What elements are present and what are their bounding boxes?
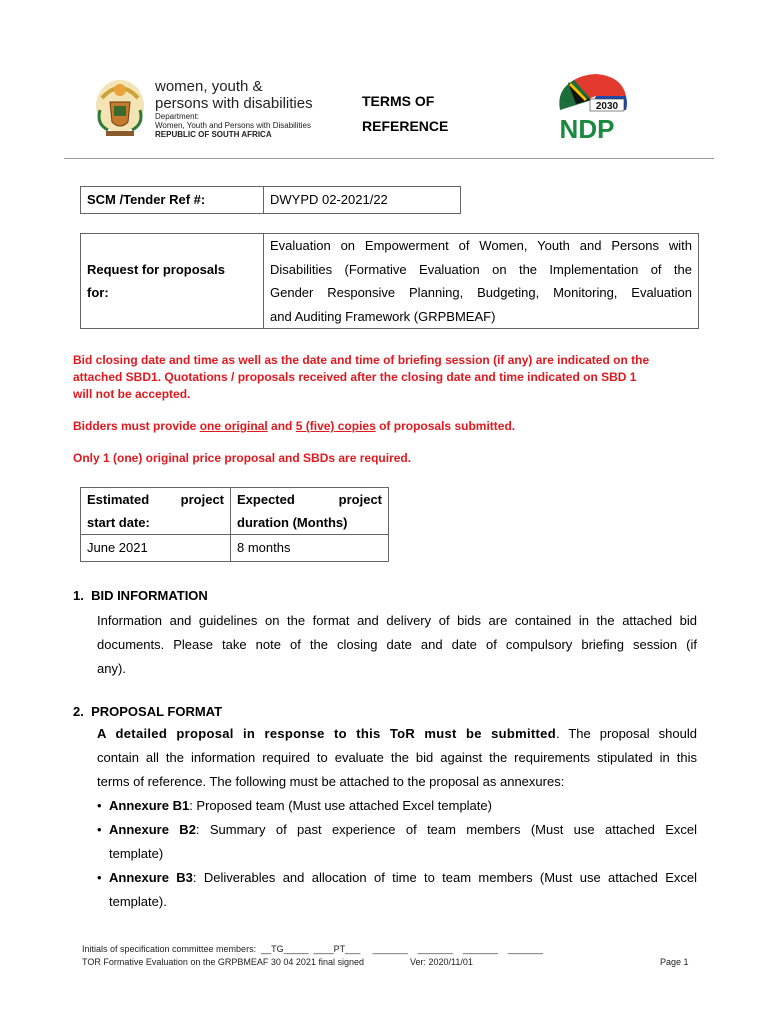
rfp-line1: Evaluation on Empowerment of Women, Youth and Persons with [270, 238, 692, 253]
list-item [97, 866, 697, 914]
section1-line2: documents. Please take note of the closing date and date of compulsory briefing session (if [97, 637, 697, 652]
footer-initial-pt: ____PT___ [313, 944, 361, 954]
footer-version: Ver: 2020/11/01 [410, 957, 473, 967]
annexure-b2-text: : Summary of past experience of team members (Must use attached Excel [195, 822, 697, 837]
tender-ref-value: DWYPD 02-2021/22 [264, 187, 461, 214]
rfp-table [80, 233, 699, 329]
bullet-icon: • [97, 822, 102, 837]
section2-heading: 2. PROPOSAL FORMAT [73, 704, 223, 719]
ndp-text: NDP [559, 114, 615, 144]
section1-body [97, 609, 697, 681]
duration-value: 8 months [231, 535, 389, 562]
annexure-b3-text: : Deliverables and allocation of time to team members (Must use attached Excel [192, 870, 697, 885]
start-header-a: Estimated [87, 492, 150, 507]
rfp-line4: and Auditing Framework (GRPBMEAF) [270, 308, 496, 324]
department-name-line1: women, youth & [155, 78, 263, 95]
closing-notice-line1: Bid closing date and time as well as the date and time of briefing session (if any) are indicated on the [73, 353, 650, 367]
duration-header-b: project [338, 492, 382, 507]
rfp-line2: Disabilities (Formative Evaluation on the Implementation of the [270, 261, 692, 277]
copies-notice-mid: and [267, 419, 296, 433]
footer-initials-label: Initials of specification committee members: [82, 944, 257, 954]
price-notice: Only 1 (one) original price proposal and SBDs are required. [73, 451, 412, 465]
section2-line3: terms of reference. The following must be attached to the proposal as annexures: [97, 774, 565, 789]
closing-notice-line3: will not be accepted. [73, 387, 191, 401]
tender-ref-label: SCM /Tender Ref #: [81, 187, 264, 214]
project-dates-table [80, 487, 389, 562]
closing-notice-line2: attached SBD1. Quotations / proposals received after the closing date and time indicated on SBD 1 [73, 370, 637, 384]
duration-header [231, 488, 389, 535]
copies-notice-post: of proposals submitted. [375, 419, 516, 433]
bullet-icon: • [97, 798, 102, 813]
department-subtitle [155, 112, 311, 139]
copies-notice-copies: 5 (five) copies [295, 419, 376, 433]
annexure-list [97, 794, 697, 914]
section1-heading: 1. BID INFORMATION [73, 588, 208, 603]
ndp-year: 2030 [595, 101, 619, 112]
duration-header-c: duration (Months) [237, 515, 348, 530]
section2-line1 [97, 722, 697, 746]
rfp-label-line2: for: [87, 285, 109, 300]
annexure-b1-label: Annexure B1 [109, 798, 190, 813]
section2-line2: contain all the information required to evaluate the bid against the requirements stipulated in this [97, 750, 697, 765]
rfp-label-line1: Request for proposals [87, 261, 225, 277]
department-sub-line1: Department: [155, 112, 200, 121]
title-line2: REFERENCE [362, 118, 449, 134]
section2-line1-rest: . The proposal should [555, 726, 697, 741]
rfp-label [81, 234, 264, 329]
start-header-c: start date: [87, 515, 150, 530]
section2-body [97, 722, 697, 794]
footer-initials [82, 944, 543, 954]
footer-initial-tg: __TG_____ [261, 944, 309, 954]
section2-line1-bold: A detailed proposal in response to this ToR must be submitted [97, 726, 556, 741]
copies-notice [73, 418, 703, 435]
copies-notice-pre: Bidders must provide [73, 419, 200, 433]
footer-doc-name: TOR Formative Evaluation on the GRPBMEAF 30 04 2021 final signed [82, 957, 364, 967]
annexure-b1-text: : Proposed team (Must use attached Excel template) [189, 798, 492, 813]
annexure-b3-cont: template). [109, 894, 167, 909]
footer-initial-blanks: _______ _______ _______ _______ [372, 944, 543, 954]
closing-notice [73, 352, 703, 403]
copies-notice-original: one original [199, 419, 268, 433]
department-name [155, 78, 313, 112]
start-header-b: project [180, 492, 224, 507]
department-name-line2: persons with disabilities [155, 95, 313, 112]
department-sub-line2: Women, Youth and Persons with Disabilities [155, 121, 311, 130]
section1-line3: any). [97, 661, 126, 676]
list-item [97, 794, 697, 818]
annexure-b2-cont: template) [109, 846, 164, 861]
start-date-header [81, 488, 231, 535]
header-divider [64, 158, 714, 159]
section1-line1: Information and guidelines on the format and delivery of bids are contained in the attached bid [97, 613, 697, 628]
annexure-b3-label: Annexure B3 [109, 870, 193, 885]
list-item [97, 818, 697, 866]
bullet-icon: • [97, 870, 102, 885]
ndp-logo [546, 70, 628, 144]
title-line1: TERMS OF [362, 93, 435, 109]
page-number: Page 1 [660, 957, 689, 967]
department-sub-line3: REPUBLIC OF SOUTH AFRICA [155, 130, 272, 139]
department-logo [92, 76, 332, 140]
start-date-value: June 2021 [81, 535, 231, 562]
rfp-description [264, 234, 699, 329]
tender-ref-table [80, 186, 461, 214]
annexure-b2-label: Annexure B2 [109, 822, 196, 837]
duration-header-a: Expected [237, 492, 295, 507]
coat-of-arms-icon [92, 76, 148, 140]
page-title [362, 89, 448, 139]
rfp-line3: Gender Responsive Planning, Budgeting, Monitoring, Evaluation [270, 285, 692, 300]
